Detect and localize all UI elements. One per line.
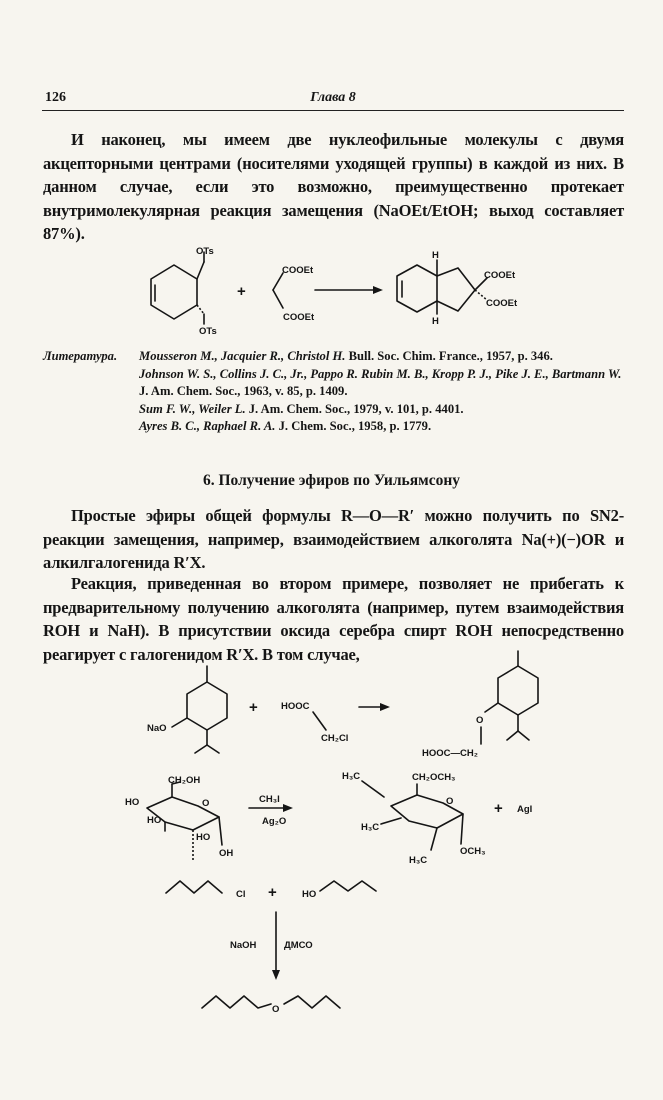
ho-label: HO	[302, 889, 317, 900]
ho-label-2: HO	[147, 815, 162, 826]
intro-paragraph: И наконец, мы имеем две нуклеофильные молекулы с двумя акцепторными центрами (носителями уходящей группы) в каждой из них. В данном случае, если это возможно, преимущественно протекает внутримолекулярная реакция замещения (NaOEt/EtOH; выход составляет 87%).	[43, 130, 624, 243]
hooc-label: HOOC	[281, 701, 310, 712]
scheme2-chloroacetic-acid	[281, 701, 348, 744]
reference-item	[139, 401, 629, 419]
reference-item	[139, 348, 629, 366]
reference-item	[139, 418, 629, 436]
cl-label: Cl	[236, 889, 246, 900]
scheme2-menthoxide	[147, 666, 227, 753]
nao-label: NaO	[147, 723, 167, 734]
h3c-label-2: H₃C	[361, 822, 380, 833]
reagent-ag2o: Ag₂O	[262, 816, 287, 827]
ch2oh-label: CH₂OH	[168, 775, 201, 786]
prod-cooet-2: COOEt	[486, 298, 518, 309]
scheme1-malonate	[273, 265, 315, 323]
scheme4-plus: +	[268, 884, 277, 901]
scheme1-ditosylate	[151, 246, 217, 337]
ref-source: J. Chem. Soc., 1958, p. 1779.	[275, 419, 432, 433]
prod-cooet-1: COOEt	[484, 270, 516, 281]
paragraph-reaction: Реакция, приведенная во втором примере, позволяет не прибегать к предварительному получению алкоголята (например, путем взаимодействия ROH и NaH). В присутствии оксида серебра спирт ROH непосредственно реагирует с галогенидом R′X. В том случае,	[43, 574, 624, 664]
prod-o-label: O	[476, 715, 484, 726]
scheme4-chlorobutane	[166, 881, 246, 900]
prod-ring-o: O	[446, 796, 454, 807]
prod-hooc-label: HOOC—CH₂	[422, 748, 478, 759]
oh-label: OH	[219, 848, 234, 859]
reagent-ch3i: CH₃I	[259, 794, 280, 805]
ho-label-3: HO	[196, 832, 211, 843]
paragraph-ethers: Простые эфиры общей формулы R—O—R′ можно получить по SN2-реакции замещения, например, взаимодействием алкоголята Na(+)(−)OR и алкилгалогенида R′X.	[43, 506, 624, 572]
ch2cl-label: CH₂Cl	[321, 733, 349, 744]
agi-label: AgI	[517, 804, 533, 815]
h3c-label-3: H₃C	[409, 855, 428, 866]
scheme4-dibutyl-ether	[202, 996, 340, 1015]
ref-source: Bull. Soc. Chim. France., 1957, p. 346.	[345, 349, 553, 363]
scheme3-permethyl-glucoside	[342, 771, 486, 866]
ref-authors: Sum F. W., Weiler L.	[139, 401, 246, 416]
h3c-label-1: H₃C	[342, 771, 361, 782]
page-number: 126	[45, 90, 66, 105]
reference-item	[139, 366, 629, 401]
chapter-title: Глава 8	[310, 90, 356, 105]
och3-label: OCH₃	[460, 846, 486, 857]
ho-label-1: HO	[125, 797, 140, 808]
scheme1-plus: +	[237, 283, 246, 300]
ch2och3-label: CH₂OCH₃	[412, 772, 456, 783]
malonate-cooet-top: COOEt	[282, 265, 314, 276]
scheme4-butanol	[302, 881, 376, 900]
dmso-label: ДМСО	[284, 940, 313, 951]
scheme2-product	[422, 651, 538, 759]
prod-h-bottom: H	[432, 316, 439, 327]
prod-h-top: H	[432, 250, 439, 261]
ether-o-label: O	[272, 1004, 280, 1015]
ref-source: J. Am. Chem. Soc., 1963, v. 85, p. 1409.	[139, 384, 348, 398]
ots-bottom: OTs	[199, 326, 217, 337]
section-heading: 6. Получение эфиров по Уильямсону	[202, 472, 460, 489]
ring-o-label: O	[202, 798, 210, 809]
reference-list	[139, 348, 629, 436]
ref-source: J. Am. Chem. Soc., 1979, v. 101, p. 4401.	[245, 401, 464, 416]
scheme2-plus: +	[249, 699, 258, 716]
scheme3-glucose	[125, 775, 233, 862]
ots-top: OTs	[196, 246, 214, 257]
malonate-cooet-bottom: COOEt	[283, 312, 315, 323]
ref-authors: Johnson W. S., Collins J. C., Jr., Pappo R. Rubin M. B., Kropp P. J., Pike J. E., Bartmann W.	[139, 366, 622, 381]
scheme3-plus: +	[494, 800, 503, 817]
literature-label: Литература.	[43, 349, 118, 363]
ref-authors: Ayres B. C., Raphael R. A.	[139, 419, 276, 433]
naoh-label: NaOH	[230, 940, 257, 951]
scheme1-bicyclic-product	[397, 250, 518, 327]
ref-authors: Mousseron M., Jacquier R., Christol H.	[139, 349, 346, 363]
